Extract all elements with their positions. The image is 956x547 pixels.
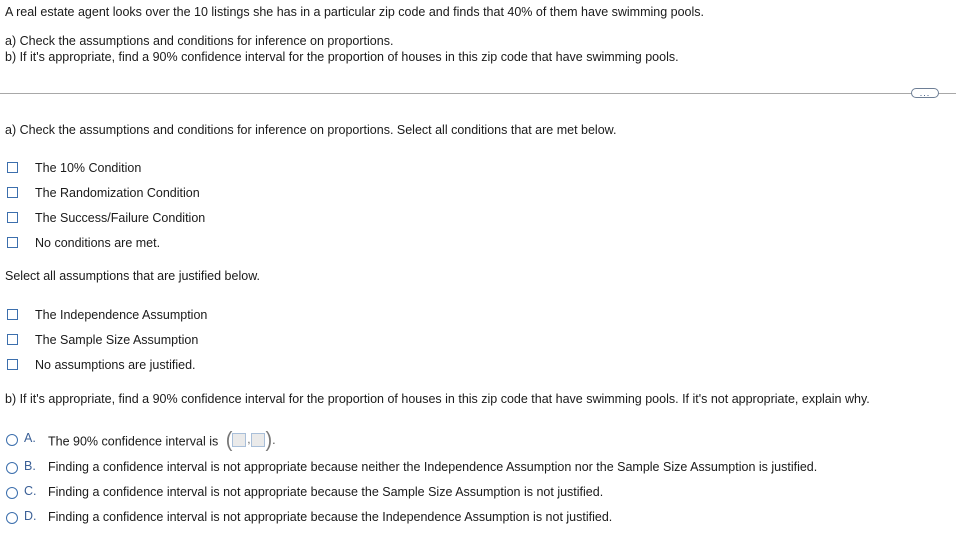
choice-letter: D. bbox=[24, 509, 37, 523]
choice-text: Finding a confidence interval is not appropriate because the Independence Assumption is not justified. bbox=[48, 510, 613, 524]
choice-option-b[interactable] bbox=[0, 459, 900, 477]
choice-text: Finding a confidence interval is not appropriate because the Sample Size Assumption is not justified. bbox=[48, 485, 604, 499]
section-b-prompt: b) If it's appropriate, find a 90% confidence interval for the proportion of houses in this zip code that have swimming pools. If it's not appropriate, explain why. bbox=[5, 392, 870, 406]
checkbox[interactable] bbox=[7, 334, 18, 345]
assumption-label: No assumptions are justified. bbox=[35, 358, 196, 372]
condition-label: No conditions are met. bbox=[35, 236, 161, 250]
choice-text: The 90% confidence interval is bbox=[48, 434, 219, 449]
checkbox[interactable] bbox=[7, 212, 18, 223]
section-a-prompt: a) Check the assumptions and conditions for inference on proportions. Select all conditions that are met below. bbox=[5, 123, 617, 137]
assumption-label: The Sample Size Assumption bbox=[35, 333, 199, 347]
radio-button[interactable] bbox=[6, 434, 18, 446]
choice-option-c[interactable] bbox=[0, 484, 700, 502]
open-paren: ( bbox=[225, 428, 233, 452]
condition-label: The 10% Condition bbox=[35, 161, 142, 175]
period: . bbox=[272, 433, 276, 447]
problem-intro: A real estate agent looks over the 10 listings she has in a particular zip code and finds that 40% of them have swimming pools. bbox=[5, 5, 705, 19]
condition-label: The Success/Failure Condition bbox=[35, 211, 206, 225]
choice-text: Finding a confidence interval is not appropriate because neither the Independence Assumption nor the Sample Size Assumption is justified. bbox=[48, 460, 818, 474]
checkbox[interactable] bbox=[7, 309, 18, 320]
radio-button[interactable] bbox=[6, 512, 18, 524]
checkbox[interactable] bbox=[7, 162, 18, 173]
comma: , bbox=[247, 434, 251, 446]
choice-letter: B. bbox=[24, 459, 36, 473]
checkbox[interactable] bbox=[7, 359, 18, 370]
choice-letter: A. bbox=[24, 431, 36, 445]
choice-option-a[interactable] bbox=[0, 428, 400, 452]
close-paren: ) bbox=[265, 428, 273, 452]
interval-input-group bbox=[225, 428, 276, 452]
problem-part-b: b) If it's appropriate, find a 90% confidence interval for the proportion of houses in this zip code that have swimming pools. bbox=[5, 50, 679, 64]
radio-button[interactable] bbox=[6, 487, 18, 499]
checkbox[interactable] bbox=[7, 237, 18, 248]
interval-lower-input[interactable] bbox=[232, 433, 246, 447]
radio-button[interactable] bbox=[6, 462, 18, 474]
assumptions-prompt: Select all assumptions that are justified below. bbox=[5, 269, 260, 283]
choice-label bbox=[48, 428, 276, 452]
assumption-label: The Independence Assumption bbox=[35, 308, 208, 322]
checkbox[interactable] bbox=[7, 187, 18, 198]
interval-upper-input[interactable] bbox=[251, 433, 265, 447]
condition-label: The Randomization Condition bbox=[35, 186, 200, 200]
section-divider bbox=[0, 93, 956, 94]
more-options-button[interactable]: ... bbox=[911, 88, 939, 98]
problem-part-a: a) Check the assumptions and conditions for inference on proportions. bbox=[5, 34, 394, 48]
choice-letter: C. bbox=[24, 484, 37, 498]
choice-option-d[interactable] bbox=[0, 509, 700, 527]
